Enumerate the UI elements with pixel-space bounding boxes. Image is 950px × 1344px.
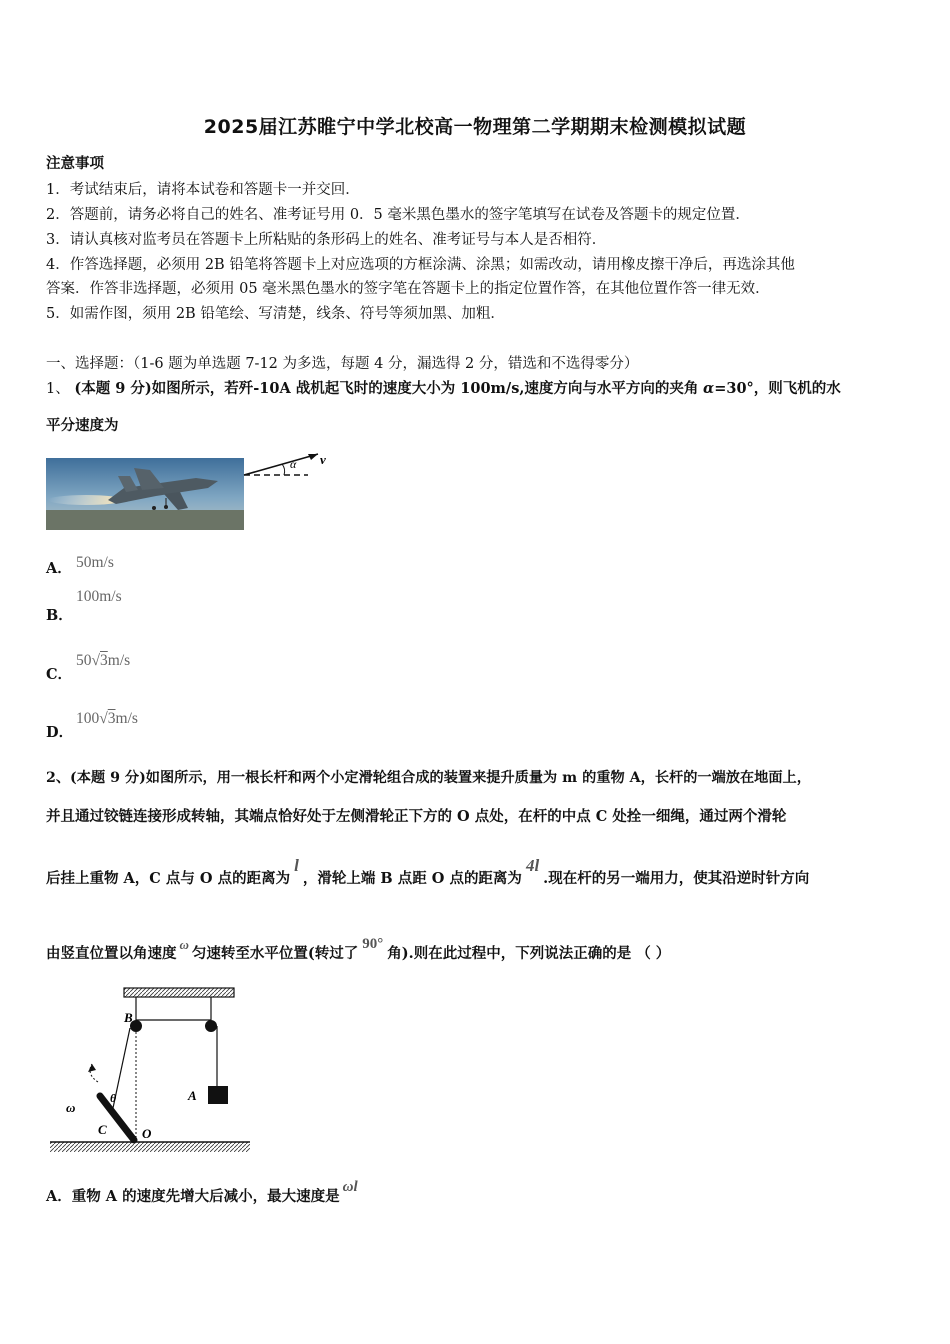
- q1-option-d-radicand: 3: [107, 710, 116, 727]
- label-omega: ω: [66, 1100, 76, 1115]
- q2-option-a[interactable]: [46, 1179, 358, 1206]
- q2-stem-line3: [46, 856, 810, 888]
- q2-text: 由竖直位置以角速度: [46, 945, 177, 962]
- notice-heading: 注意事项: [46, 155, 104, 172]
- notice-item: 答案．作答非选择题，必须用 05 毫米黑色墨水的签字笔在答题卡上的指定位置作答，在其他位置作答一律无效．: [46, 281, 770, 297]
- q2-text: ，滑轮上端 B 点距 O 点的距离为: [302, 870, 522, 887]
- q1-option-c-radicand: 3: [100, 652, 108, 669]
- q1-option-d-value: [76, 710, 138, 728]
- rotation-arrowhead: [88, 1064, 96, 1072]
- q2-option-a-math: ωl: [342, 1179, 358, 1195]
- q1-number: 1、: [46, 381, 70, 397]
- q2-math-omega: ω: [179, 937, 189, 952]
- section-heading: 一、选择题：（1-6 题为单选题 7-12 为多选，每题 4 分，漏选得 2 分，错选和不选得零分）: [46, 356, 639, 372]
- q2-math-l: l: [294, 856, 299, 875]
- q1-option-c-value: [76, 652, 130, 670]
- ceiling-beam: [124, 988, 234, 997]
- q1-stem-line2: 平分速度为: [46, 417, 119, 434]
- label-o: O: [142, 1126, 152, 1141]
- sqrt-sign: √: [91, 652, 101, 669]
- q2-option-a-text: A．重物 A 的速度先增大后减小，最大速度是: [46, 1188, 340, 1205]
- q2-math-4l: 4l: [525, 856, 540, 875]
- q1-option-d-label[interactable]: D．: [46, 724, 74, 741]
- q1-stem-text: (本题 9 分)如图所示，若歼-10A 战机起飞时的速度大小为 100m/s,速度方向与水平方向的夹角: [74, 380, 699, 397]
- label-theta: θ: [110, 1091, 117, 1105]
- q1-option-b-value: 100m/s: [76, 588, 122, 605]
- weight-a: [208, 1086, 228, 1104]
- notice-item: 3．请认真核对监考员在答题卡上所粘贴的条形码上的姓名、准考证号与本人是否相符．: [46, 232, 607, 248]
- q1-alpha: α: [703, 380, 715, 397]
- q1-option-d-unit: m/s: [115, 710, 138, 727]
- q2-text: 角).则在此过程中，下列说法正确的是 （ ）: [387, 945, 671, 962]
- label-b: B: [124, 1010, 133, 1025]
- velocity-v-label: v: [320, 452, 326, 467]
- angle-arc: [282, 464, 285, 475]
- q2-math-90deg: 90°: [362, 936, 384, 952]
- angle-alpha-label: α: [290, 457, 297, 471]
- q1-option-a-value: 50m/s: [76, 554, 114, 571]
- q1-option-c-unit: m/s: [107, 652, 131, 669]
- q2-stem-line4: [46, 936, 671, 963]
- q1-option-c-label[interactable]: C．: [46, 666, 73, 683]
- q2-text: 匀速转至水平位置(转过了: [191, 945, 359, 962]
- q2-figure: [46, 984, 256, 1160]
- q1-option-b-label[interactable]: B．: [46, 607, 73, 624]
- q1-option-d-coef: 100: [76, 710, 100, 727]
- q2-text: .现在杆的另一端用力，使其沿逆时针方向: [543, 870, 810, 887]
- page-title: 2025届江苏睢宁中学北校高一物理第二学期期末检测模拟试题: [203, 116, 747, 138]
- q1-option-c-coef: 50: [76, 652, 92, 669]
- q2-stem-line1: 2、(本题 9 分)如图所示，用一根长杆和两个小定滑轮组合成的装置来提升质量为 m 的重物 A，长杆的一端放在地面上，: [46, 770, 811, 786]
- velocity-vector: [244, 454, 318, 475]
- q2-text: 后挂上重物 A，C 点与 O 点的距离为: [46, 870, 291, 887]
- notice-item: 4．作答选择题，必须用 2B 铅笔将答题卡上对应选项的方框涂满、涂黑；如需改动，请用橡皮擦干净后，再选涂其他: [46, 257, 795, 273]
- q1-option-a-label[interactable]: A．: [46, 560, 72, 577]
- velocity-arrowhead: [308, 454, 318, 460]
- photo-ground: [46, 510, 244, 530]
- q2-stem-line2: 并且通过铰链连接形成转轴，其端点恰好处于左侧滑轮正下方的 O 点处，在杆的中点 C 处拴一细绳，通过两个滑轮: [46, 808, 787, 825]
- label-a: A: [188, 1088, 197, 1103]
- notice-item: 5．如需作图，须用 2B 铅笔绘、写清楚，线条、符号等须加黑、加粗．: [46, 306, 505, 322]
- q1-stem-text-end: =30°，则飞机的水: [714, 380, 841, 397]
- q1-figure: [46, 448, 336, 532]
- q1-stem-line1: [46, 377, 841, 398]
- notice-item: 2．答题前，请务必将自己的姓名、准考证号用 0．5 毫米黑色墨水的签字笔填写在试卷及答题卡的规定位置．: [46, 207, 750, 223]
- label-c: C: [98, 1122, 107, 1137]
- sqrt-sign: √: [99, 710, 108, 727]
- notice-item: 1．考试结束后，请将本试卷和答题卡一并交回．: [46, 182, 360, 198]
- pulley-right: [205, 1020, 217, 1032]
- ground-hatch: [50, 1142, 250, 1152]
